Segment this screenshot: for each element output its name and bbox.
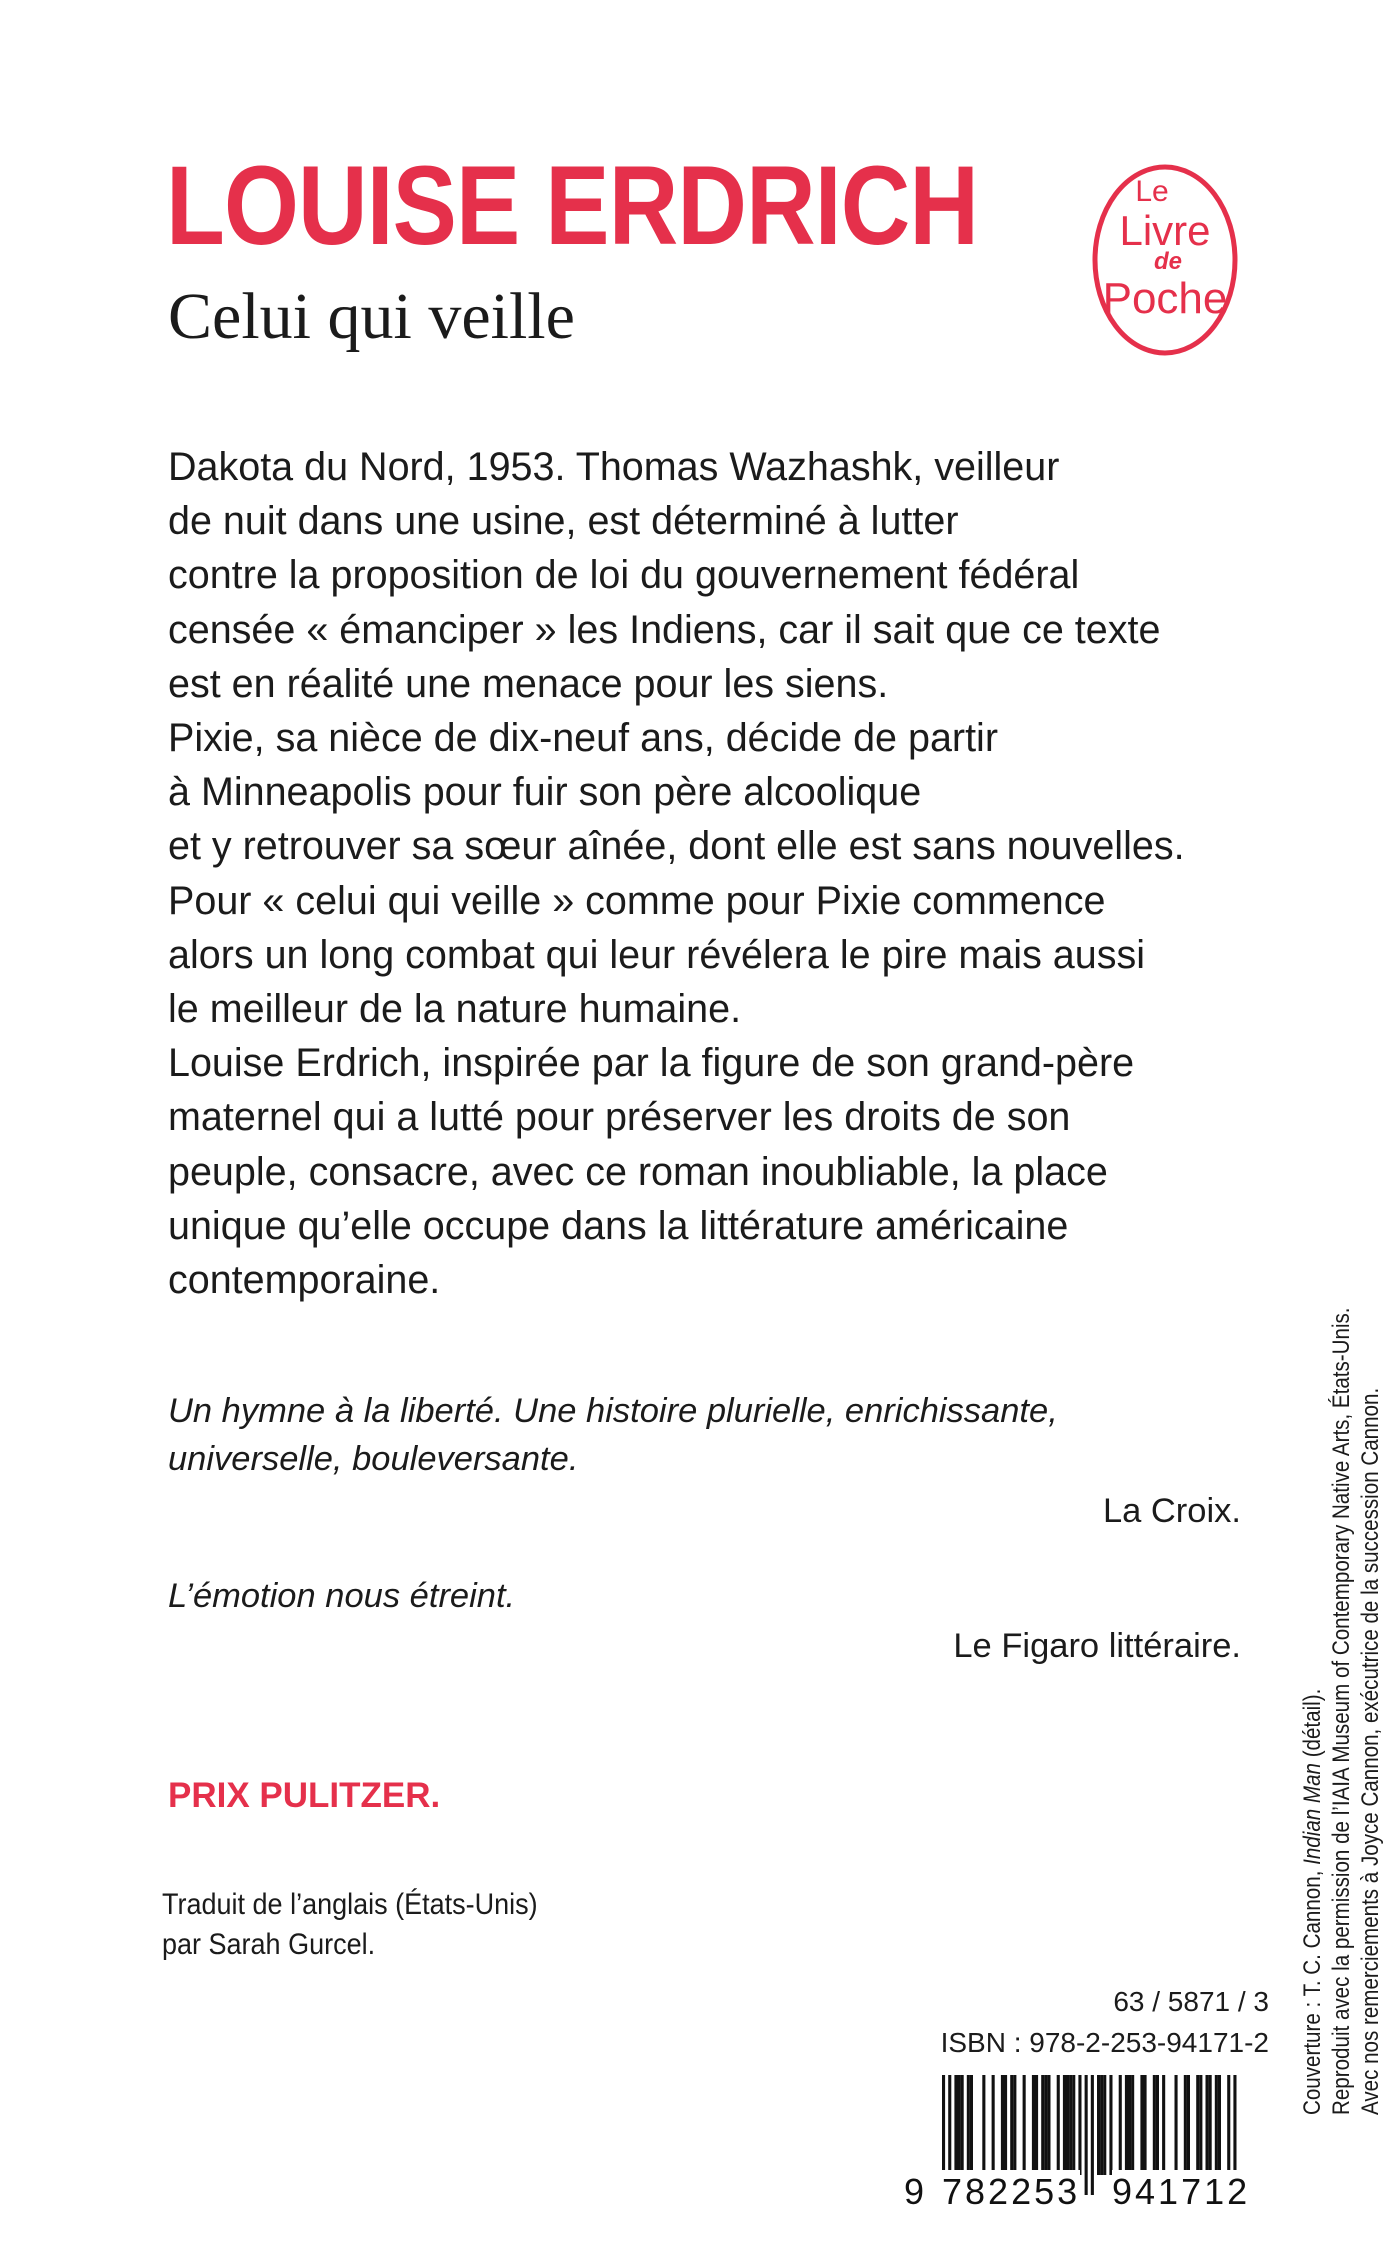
translator-line: par Sarah Gurcel. [162, 1928, 376, 1961]
barcode-bar [967, 2075, 970, 2175]
barcode-bar [1100, 2075, 1103, 2175]
review-quote-line: universelle, bouleversante. [168, 1440, 579, 1478]
barcode-bar [1196, 2075, 1199, 2175]
barcode-bar [1109, 2075, 1112, 2175]
barcode-bar [1209, 2075, 1212, 2175]
barcode-bar [1153, 2075, 1156, 2175]
blurb-line: contemporaine. [168, 1258, 441, 1303]
barcode-digits [904, 2170, 1274, 2214]
barcode-bar [1206, 2075, 1209, 2175]
barcode-bar [1004, 2075, 1007, 2175]
barcode-bar [982, 2075, 985, 2175]
review-source: La Croix. [1102, 1492, 1241, 1530]
cover-credit [1298, 1115, 1385, 2115]
barcode-bar [1044, 2075, 1047, 2175]
barcode-digit-group: 782253 [942, 2171, 1081, 2212]
barcode-bar [1218, 2075, 1221, 2175]
barcode-bar [1184, 2075, 1187, 2175]
blurb-line: censée « émanciper » les Indiens, car il sait que ce texte [168, 607, 1161, 652]
barcode-bar [992, 2075, 995, 2175]
review-quote-line: Un hymne à la liberté. Une histoire plurielle, enrichissante, [168, 1392, 1058, 1430]
blurb-line: Pixie, sa nièce de dix-neuf ans, décide de partir [168, 716, 998, 761]
barcode-bar [961, 2075, 964, 2175]
publisher-logo [1092, 163, 1238, 357]
catalog-code: 63 / 5871 / 3 [1113, 1986, 1269, 2017]
barcode-bar [1066, 2075, 1069, 2175]
blurb [168, 440, 1248, 1307]
barcode-bar [1140, 2075, 1143, 2175]
barcode-bar [1199, 2075, 1202, 2175]
credit-line: Reproduit avec la permission de l’IAIA Museum of Contemporary Native Arts, États-Unis. [1328, 1307, 1355, 2115]
barcode-bar [970, 2075, 973, 2175]
barcode-bar [1119, 2075, 1122, 2175]
prize-label: PRIX PULITZER. [168, 1776, 441, 1815]
barcode-bar [1156, 2075, 1159, 2175]
blurb-line: est en réalité une menace pour les siens. [168, 661, 889, 706]
blurb-line: de nuit dans une usine, est déterminé à lutter [168, 499, 959, 544]
blurb-line: Dakota du Nord, 1953. Thomas Wazhashk, veilleur [168, 445, 1060, 489]
barcode-bar [958, 2075, 961, 2175]
author-name: LOUISE ERDRICH [166, 143, 979, 268]
blurb-line: et y retrouver sa sœur aînée, dont elle est sans nouvelles. [168, 824, 1185, 869]
barcode-bar [1144, 2075, 1147, 2175]
barcode-bar [1128, 2075, 1131, 2175]
barcode-bar [1041, 2075, 1044, 2175]
blurb-line: contre la proposition de loi du gouvernement fédéral [168, 553, 1080, 598]
blurb-line: peuple, consacre, avec ce roman inoubliable, la place [168, 1149, 1108, 1194]
book-title: Celui qui veille [168, 280, 575, 353]
barcode-bar [1103, 2075, 1106, 2175]
blurb-line: Pour « celui qui veille » comme pour Pixie commence [168, 878, 1106, 923]
barcode-bar [1047, 2075, 1050, 2175]
barcode-bar [1072, 2075, 1075, 2175]
blurb-line: Louise Erdrich, inspirée par la figure de son grand-père [168, 1041, 1135, 1086]
barcode-digit-group: 941712 [1112, 2171, 1251, 2212]
translator-line: Traduit de l’anglais (États-Unis) [162, 1888, 538, 1921]
logo-word-poche: Poche [1102, 274, 1228, 323]
barcode-bar [1057, 2075, 1060, 2175]
blurb-line: alors un long combat qui leur révélera le pire mais aussi [168, 932, 1146, 977]
barcode-first-digit: 9 [904, 2171, 925, 2212]
blurb-line: le meilleur de la nature humaine. [168, 987, 742, 1032]
barcode-bar [1069, 2075, 1072, 2175]
barcode-bar [1215, 2075, 1218, 2175]
logo-word-livre: Livre [1119, 207, 1211, 254]
credit-line: Avec nos remerciements à Joyce Cannon, exécutrice de la succession Cannon. [1357, 1387, 1384, 2115]
isbn: ISBN : 978-2-253-94171-2 [940, 2027, 1269, 2058]
barcode-bar [1187, 2075, 1190, 2175]
barcode-bar [1035, 2075, 1038, 2175]
review-source: Le Figaro littéraire. [953, 1627, 1241, 1665]
barcode-bar [1032, 2075, 1035, 2175]
logo-word-de: de [1153, 248, 1183, 275]
review-quote-line: L’émotion nous étreint. [168, 1577, 516, 1615]
barcode-bar [1063, 2075, 1066, 2175]
barcode-bar [1001, 2075, 1004, 2175]
barcode-bar [1131, 2075, 1134, 2175]
barcode-bar [954, 2075, 957, 2175]
barcode-bar [1023, 2075, 1026, 2175]
blurb-line: unique qu’elle occupe dans la littérature américaine [168, 1203, 1069, 1248]
barcode-bar [1175, 2075, 1178, 2175]
barcode-bar [1013, 2075, 1016, 2175]
blurb-line: à Minneapolis pour fuir son père alcoolique [168, 770, 922, 815]
barcode-bar [1097, 2075, 1100, 2175]
barcode-bar [1162, 2075, 1165, 2175]
barcode-bar [1078, 2075, 1081, 2175]
blurb-line: maternel qui a lutté pour préserver les droits de son [168, 1095, 1071, 1140]
barcode-bar [1010, 2075, 1013, 2175]
barcode-bar [1125, 2075, 1128, 2175]
logo-word-le: Le [1135, 175, 1169, 208]
credit-line: Couverture : T. C. Cannon, Indian Man (détail). [1299, 1688, 1326, 2115]
translator-credit [162, 1885, 576, 1965]
